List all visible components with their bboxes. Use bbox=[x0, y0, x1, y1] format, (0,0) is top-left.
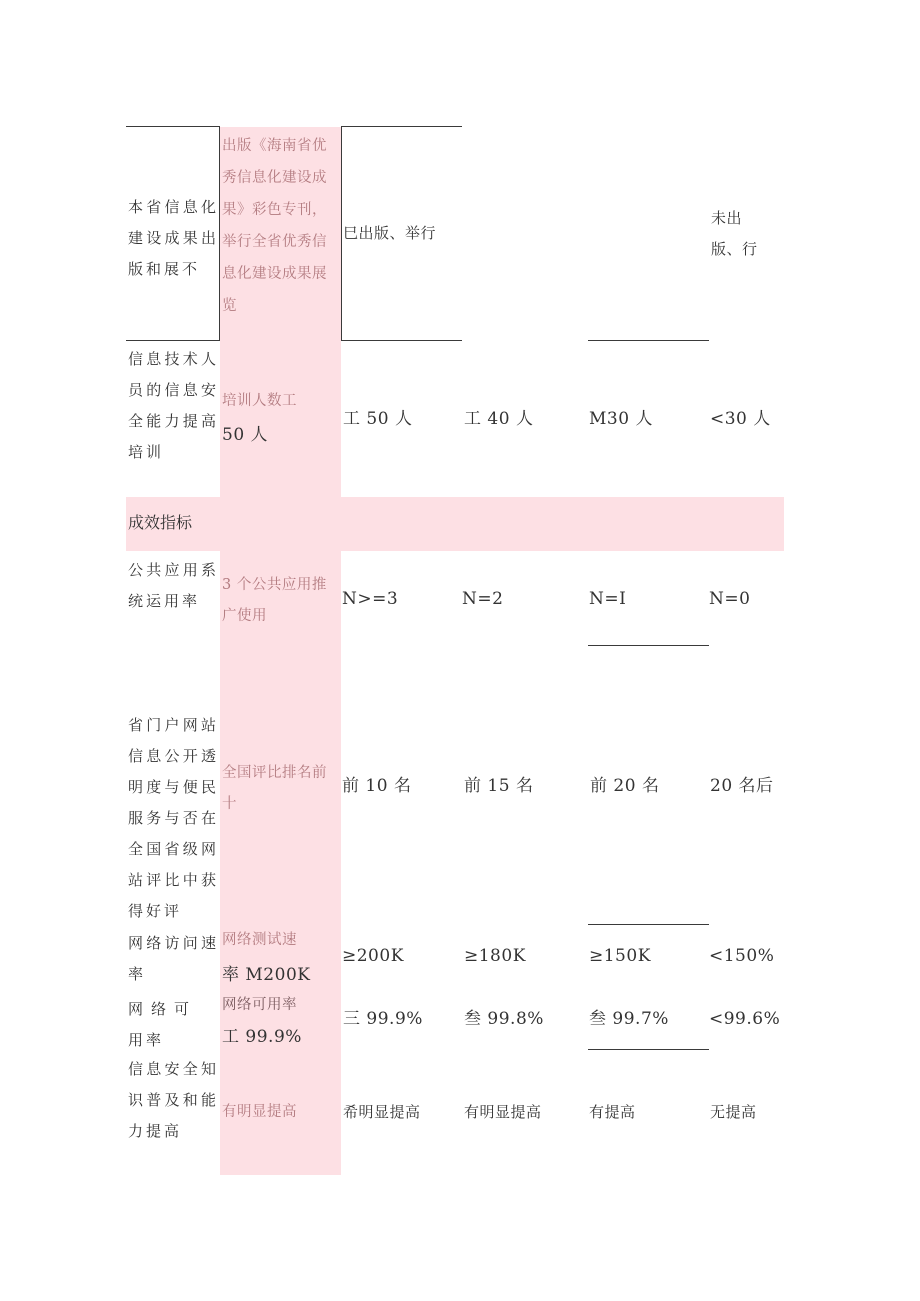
row6-indicator-name: 网络可用率 bbox=[128, 1000, 192, 1049]
row5-indicator-name: 网络访问速率 bbox=[128, 934, 219, 983]
vertical-rule-2 bbox=[341, 126, 342, 341]
row4-grade-b: 前 15 名 bbox=[464, 776, 534, 796]
row1-bottom-rule-left bbox=[126, 340, 220, 341]
row4-bottom-rule bbox=[588, 924, 709, 925]
row3-grade-b: N=2 bbox=[462, 589, 504, 609]
row6-criterion-line2: 工 99.9% bbox=[222, 1027, 302, 1047]
row3-bottom-rule bbox=[588, 645, 709, 646]
row6-grade-c: 叁 99.7% bbox=[589, 1009, 669, 1029]
row7-grade-a: 希明显提高 bbox=[343, 1103, 421, 1121]
row5-grade-d: <150% bbox=[709, 946, 775, 966]
row3-grade-a: N>=3 bbox=[342, 589, 399, 609]
row4-grade-c: 前 20 名 bbox=[590, 776, 660, 796]
row3-indicator-name: 公共应用系统运用率 bbox=[128, 561, 219, 610]
row1-criterion: 出版《海南省优秀信息化建设成果》彩色专刊，举行全省优秀信息化建设成果展览 bbox=[222, 138, 327, 314]
top-rule-left bbox=[126, 126, 220, 127]
row7-grade-d: 无提高 bbox=[710, 1103, 757, 1121]
row7-grade-c: 有提高 bbox=[589, 1103, 636, 1121]
row6-grade-a: 三 99.9% bbox=[343, 1009, 423, 1029]
top-rule-right bbox=[341, 126, 462, 127]
section-band-shading bbox=[126, 497, 784, 551]
section-title: 成效指标 bbox=[128, 513, 193, 532]
row5-grade-b: ≥180K bbox=[464, 946, 526, 966]
row5-grade-c: ≥150K bbox=[589, 946, 651, 966]
row1-grade-a: 巳出版、举行 bbox=[343, 224, 437, 242]
row3-grade-d: N=0 bbox=[709, 589, 751, 609]
row2-grade-d: <30 人 bbox=[710, 409, 771, 429]
row2-grade-c: M30 人 bbox=[589, 409, 653, 429]
row7-criterion: 有明显提高 bbox=[222, 1104, 297, 1120]
row1-grade-d: 未出版、行 bbox=[711, 209, 758, 258]
row6-grade-d: <99.6% bbox=[709, 1009, 781, 1029]
vertical-rule-1 bbox=[219, 126, 220, 341]
row1-indicator-name: 本省信息化建设成果出版和展不 bbox=[128, 198, 219, 278]
row2-grade-a: 工 50 人 bbox=[343, 409, 413, 429]
row3-criterion: 3 个公共应用推广使用 bbox=[222, 577, 327, 624]
row1-bottom-rule-right bbox=[588, 340, 709, 341]
row4-indicator-name: 省门户网站信息公开透明度与便民服务与否在全国省级网站评比中获得好评 bbox=[128, 716, 219, 920]
row2-criterion-line1: 培训人数工 bbox=[222, 393, 297, 409]
row6-bottom-rule bbox=[588, 1049, 709, 1050]
row2-grade-b: 工 40 人 bbox=[464, 409, 534, 429]
row7-indicator-name: 信息安全知识普及和能力提高 bbox=[128, 1060, 219, 1140]
row5-criterion-line2: 率 M200K bbox=[222, 965, 311, 985]
row5-grade-a: ≥200K bbox=[342, 946, 404, 966]
row3-grade-c: N=I bbox=[589, 589, 627, 609]
row6-grade-b: 叁 99.8% bbox=[464, 1009, 544, 1029]
row5-criterion-line1: 网络测试速 bbox=[222, 932, 297, 948]
row2-criterion-line2: 50 人 bbox=[222, 425, 269, 445]
row4-criterion: 全国评比排名前十 bbox=[222, 765, 327, 812]
row7-grade-b: 有明显提高 bbox=[464, 1103, 542, 1121]
row4-grade-a: 前 10 名 bbox=[342, 776, 412, 796]
row4-grade-d: 20 名后 bbox=[710, 776, 774, 796]
row1-bottom-rule-mid bbox=[341, 340, 462, 341]
row6-criterion-line1: 网络可用率 bbox=[222, 997, 297, 1013]
row2-indicator-name: 信息技术人员的信息安全能力提高培训 bbox=[128, 350, 219, 461]
